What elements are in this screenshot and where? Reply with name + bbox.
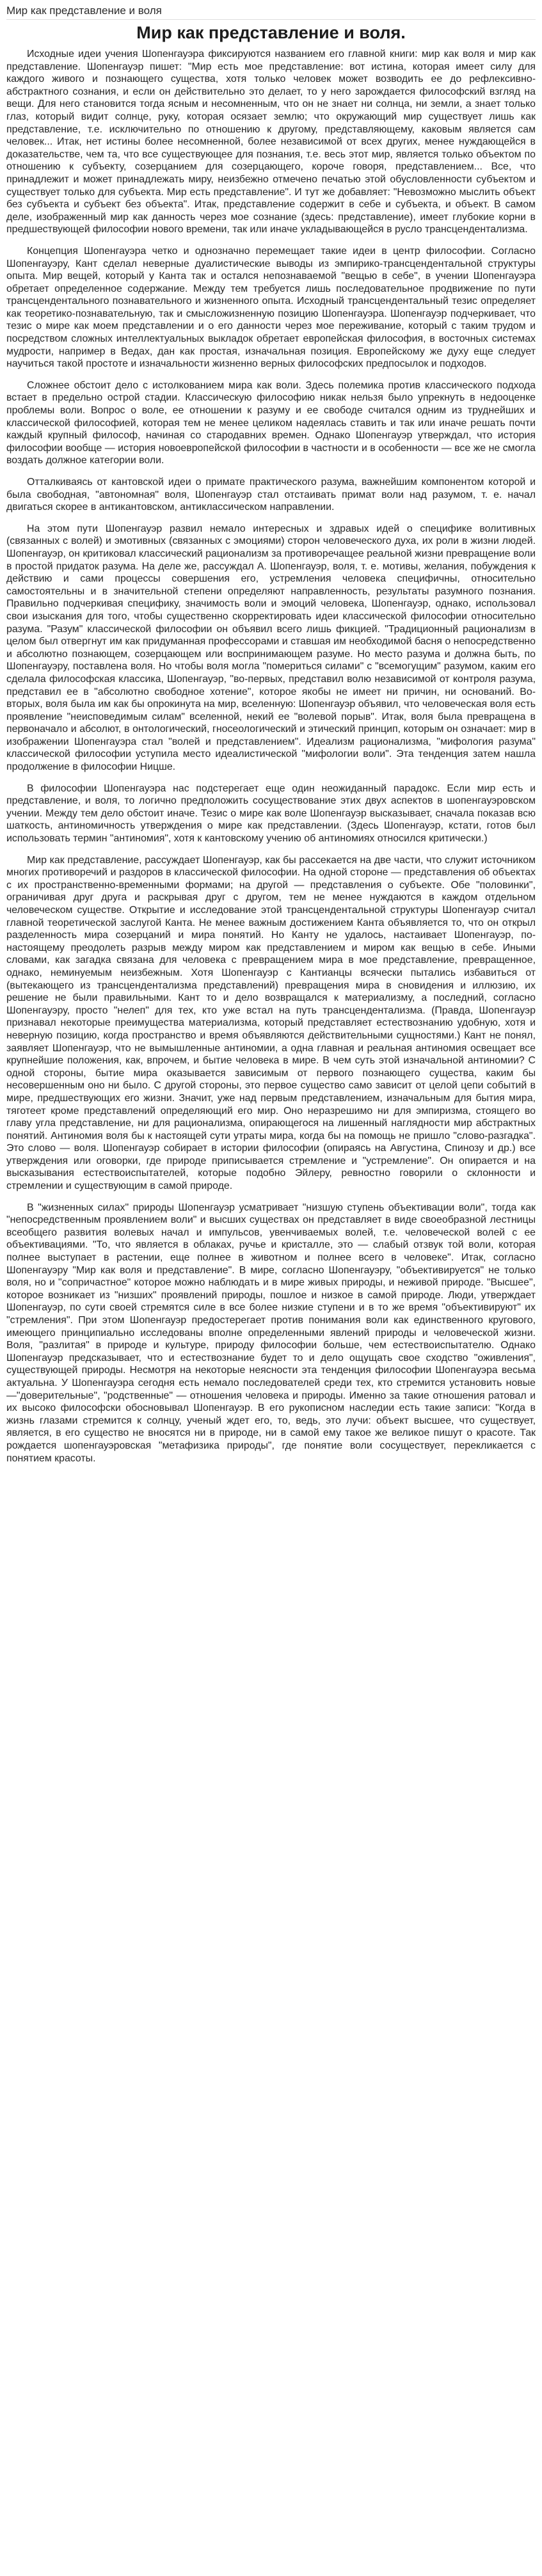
paragraph: Отталкиваясь от кантовской идеи о примате практического разума, важнейшим компонентом которой и была свободная, "автономная" воля, Шопенгауэр стал отстаивать примат воли над разумом, т. е. начал двигаться скорее в антикантовском, антиклассическом направлении. bbox=[6, 477, 536, 513]
paragraph: На этом пути Шопенгауэр развил немало интересных и здравых идей о специфике волитивных (связанных с волей) и эмотивных (связанных с эмоциями) сторон человеческого духа, их роли в жизни людей. Шопенгауэр, он критиковал классический рационализм за противоречащее реальной жизни превращение воли в простой придаток разума. На деле же, рассуждал А. Шопенгауэр, воля, т. е. мотивы, желания, побуждения к действию и сами процессы совершения его, устремления человека специфичны, относительно самостоятельны и в значительной степени определяют направленность, результаты разумного познания. Правильно подчеркивая специфику, значимость воли и эмоций человека, Шопенгауэр, однако, использовал свои изыскания для того, чтобы существенно скорректировать идеи классической философии относительно разума. "Разум" классической философии он объявил всего лишь фикцией. "Традиционный рационализм в целом был отвергнут им как придуманная профессорами и ставшая им необходимой басня о непосредственно и абсолютно познающем, созерцающем или воспринимающем разуме. Но место разума и должна быть, по Шопенгауэру, поставлена воля. Но чтобы воля могла "помериться силами" с "всемогущим" разумом, каким его сделала философская классика, Шопенгауэр, "во-первых, представил волю независимой от контроля разума, представил ее в "абсолютно свободное хотение", которое якобы не имеет ни причин, ни оснований. Во-вторых, воля была им как бы опрокинута на мир, вселенную: Шопенгауэр объявил, что человеческая воля есть проявление "неисповедимым силам" вселенной, некий ее "волевой порыв". Итак, воля была превращена в первоначало и абсолют, в онтологический, гносеологический и этический принцип, которым он означает: мир в изображении Шопенгауэра стал "волей и представлением". Идеализм рационализма, "мифология разума" классической философии уступила место идеалистической "мифологии воли". Эта тенденция затем нашла продолжение в философии Ницше. bbox=[6, 523, 536, 773]
paragraph: Концепция Шопенгауэра четко и однозначно перемещает такие идеи в центр философии. Согласно Шопенгауэру, Кант сделал неверные дуалистические выводы из эмпирико-трансцендентальной структуры опыта. Мир вещей, который у Канта так и остался непознаваемой "вещью в себе", в учении Шопенгауэра обретает определенное содержание. Между тем требуется лишь последовательное продвижение по пути трансцендентального познавательного и жизненного опыта. Исходный трансцендентальный тезис определяет как теоретико-познавательную, так и смысложизненную позицию Шопенгауэра. Шопенгауэр подчеркивает, что тезис о мире как моем представлении и о его данности через мое переживание, который с таким трудом и посредством сложных интеллектуальных выкладок обретает европейская философия, в восточных системах мудрости, например в Ведах, дан как простая, изначальная позиция. Европейскому же духу еще следует научиться такой простоте и изначальности жизненно верных философских предпосылок и подходов. bbox=[6, 245, 536, 370]
paragraph: Исходные идеи учения Шопенгауэра фиксируются названием его главной книги: мир как воля и мир как представление. Шопенгауэр пишет: "Мир есть мое представление: вот истина, которая имеет силу для каждого живого и познающего существа, хотя только человек может возводить ее до рефлексивно-абстрактного сознания, и если он действительно это делает, то у него зарождается философский взгляд на вещи. Для него становится тогда ясным и несомненным, что он не знает ни солнца, ни земли, а знает только глаз, который видит солнце, руку, которая осязает землю; что окружающий мир существует лишь как представление, т.е. исключительно по отношению к другому, представляющему, каковым является сам человек... Итак, нет истины более несомненной, более независимой от всех других, менее нуждающейся в доказательстве, чем та, что все существующее для познания, т.е. весь этот мир, является только объектом по отношению к субъекту, созерцанием для созерцающего, короче говоря, представлением... Все, что принадлежит и может принадлежать миру, неизбежно отмечено печатью этой обусловленности субъектом и существует только для субъекта. Мир есть представление". И тут же добавляет: "Невозможно мыслить объект без субъекта и субъект без объекта". Итак, представление содержит в себе и субъекта, и объект. В самом деле, изображенный мир как данность через мое сознание (здесь: представление), имеет глубокие корни в предшествующей философии нового времени, так или иначе укладывающейся в русло трансцендентализма. bbox=[6, 49, 536, 235]
paragraph: В философии Шопенгауэра нас подстерегает еще один неожиданный парадокс. Если мир есть и представление, и воля, то логично предположить сосуществование этих двух аспектов в шопенгауэровском учении. Между тем дело обстоит иначе. Тезис о мире как воле Шопенгауэр высказывает, сначала показав всю шаткость, антиномичность утверждения о мире как представлении. (Здесь Шопенгауэр, кстати, готов был использовать термин "антиномия", хотя к кантовскому учению об антиномиях относился критически.) bbox=[6, 783, 536, 845]
paragraph: Сложнее обстоит дело с истолкованием мира как воли. Здесь полемика против классического подхода встает в предельно острой стадии. Классическую философию никак нельзя было упрекнуть в недооценке проблемы воли. Вопрос о воле, ее отношении к разуму и ее свободе считался одним из труднейших и классической философией, которая тем не менее целиком надеялась ставить и так или иначе решать почти каждый крупный философ, начиная со стародавних времен. Однако Шопенгауэр утверждал, что история философии вообще — история новоевропейской философии в частности и в особенности — все же не смогла воздать должное категории воли. bbox=[6, 379, 536, 466]
page-title: Мир как представление и воля bbox=[6, 4, 536, 20]
paragraph: В "жизненных силах" природы Шопенгауэр усматривает "низшую ступень объективации воли", тогда как "непосредственным проявлением воли" и высших существах он представляет в виде своеобразной лестницы всеобщего развития волевых начал и импульсов, увенчиваемых волей, т.е. человеческой волей с ее объективациями. "То, что является в облаках, ручье и кристалле, это — слабый отзвук той воли, которая полнее выступает в растении, еще полнее в животном и полнее всего в человеке". Итак, согласно Шопенгауэру "Мир как воля и представление". В мире, согласно Шопенгауэру, "объективируется" не только воля, но и "сопричастное" которое можно наблюдать и в мире живых природы, и неживой природе. "Высшее", которое возникает из "низших" проявлений природы, пошлое и низкое в самой природе. Люди, утверждает Шопенгауэр, по сути своей стремятся силе в все более низкие ступени и в то же время "объективируют" их "стремления". При этом Шопенгауэр предостерегает против понимания воли как единственного кругового, имеющего принципиально исследованы вполне определенными явлений природы и человеческой жизни. Воля, "разлитая" в природе и культуре, природу философии больше, чем естествоиспытателю. Однако Шопенгауэр предсказывает, что и естествознание будет то и дело ощущать свое сходство "оживления", существующей природы. Несмотря на некоторые неясности эта тенденция философии Шопенгауэра весьма актуальна. У Шопенгауэра сегодня есть немало последователей среди тех, кто стремится установить новые —"доверительные", "родственные" — отношения человека и природы. Именно за такие отношения ратовал и их высоко философски обосновывал Шопенгауэр. В его рукописном наследии есть такие записи: "Когда в жизнь глазами стремится к солнцу, ученый ждет его, то, ведь, это лучи: объект высшее, что существует, является, в его существо не вносятся ни в природе, ни в самой ему такое же великое пишут о красоте. Так рождается шопенгауэровская "метафизика природы", где понятие воли сосуществует, перекликается с понятием красоты. bbox=[6, 1202, 536, 1464]
paragraph: Мир как представление, рассуждает Шопенгауэр, как бы рассекается на две части, что служит источником многих противоречий и раздоров в классической философии. На одной стороне — представления об объектах с их пространственно-временными формами; на другой — представления о субъекте. Обе "половинки", ограничивая друг друга и раскрывая друг с другом, тем не менее нуждаются в каждом отдельном человеческом существе. Открытие и исследование этой трансцендентальной структуры Шопенгауэр считал главной теоретической заслугой Канта. Не менее важным достижением Канта объявляется то, что он открыл разделенность мира созерцаний и мира понятий. Но Канту не удалось, настаивает Шопенгауэр, по-настоящему преодолеть разрыв между миром как представлением и миром как вещью в себе. Иными словами, как загадка связана для человека с превращением мира в мое представление, превращенное, однако, неминуемым неизбежным. Хотя Шопенгауэр с Кантианцы всячески пытались избавиться от (вытекающего из трансцендентализма представлений) превращения мира в сновидения и иллюзию, их решение не были правильными. Кант то и дело возвращался к материализму, а последний, согласно Шопенгауэру, просто "нелеп" для тех, кто уже встал на путь трансцендентализма. (Правда, Шопенгауэр признавал некоторые преимущества материализма, который представляет естествознанию удобную, хотя и неверную позицию, когда пространство и время объявляются действительными сущностями.) Кант не понял, заявляет Шопенгауэр, что не вымышленные антиномии, а одна главная и реальная антиномия освещает все крупнейшие положения, как, впрочем, и бытие человека в мире. В чем суть этой изначальной антиномии? С одной стороны, бытие мира оказывается зависимым от первого познающего существа, каким бы несовершенным оно ни было. С другой стороны, это первое существо само зависит от целой цепи событий в мире, предшествующих его жизни. Значит, уже над первым представлением, изначальным для бытия мира, тяготеет кроме представлений определяющий его мир. Оно неразрешимо ни для эмпиризма, стоящего во главу угла представление, ни для рационализма, опирающегося на лишенный наглядности мир абстрактных понятий. Антиномия воля бы к настоящей сути утраты мира, когда бы на помощь не пришло "слово-разгадка". Это слово — воля. Шопенгауэр собирает в истории философии (опираясь на Августина, Спинозу и др.) все утверждения или оговорки, где природе приписывается стремление и "устремление". Он опирается и на высказывания естествоиспытателей, которые подобно Эйлеру, ревностно говорили о склонности и стремлении и существующим в самой природе. bbox=[6, 854, 536, 1192]
article-heading: Мир как представление и воля. bbox=[136, 23, 406, 42]
article-body bbox=[6, 48, 536, 1465]
